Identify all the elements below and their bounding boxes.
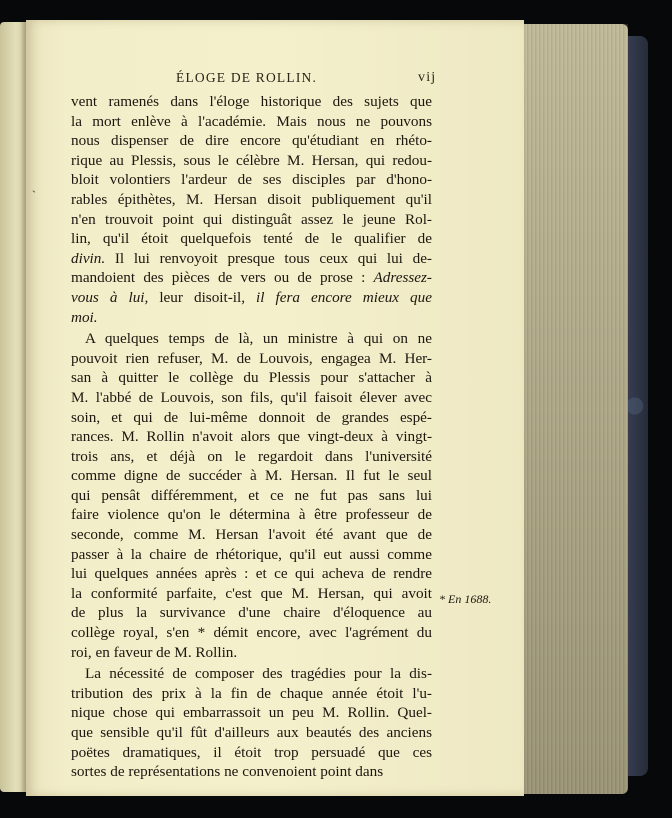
- text-segment: bloit volontiers l'ardeur de ses disciples par d'hono-: [71, 171, 432, 189]
- text-segment: faire violence qu'on le détermina à être professeur de: [71, 506, 432, 524]
- text-segment: n'en trouvoit point qui distinguât assez le jeune Rol-: [71, 210, 432, 228]
- text-line: [71, 623, 432, 643]
- text-line: [71, 329, 432, 349]
- text-segment: collège royal, s'en * démit encore, avec l'agrément du: [71, 624, 432, 642]
- paragraph: [71, 329, 432, 662]
- body-text: [71, 92, 432, 782]
- text-line: [71, 151, 432, 171]
- text-segment: leur disoit-il,: [148, 288, 257, 306]
- text-line: [71, 703, 432, 723]
- text-line: [71, 210, 432, 230]
- text-segment: trois ans, et déjà on le regardoit dans l'université: [71, 447, 432, 465]
- text-segment: lui quelques années après : et ce qui acheva de rendre: [71, 565, 432, 583]
- text-line: [71, 288, 432, 308]
- text-line: [71, 112, 432, 132]
- text-segment: la mort enlève à l'académie. Mais nous ne pouvons: [71, 112, 432, 130]
- text-line: [71, 723, 432, 743]
- text-segment: M. l'abbé de Louvois, son fils, qu'il faisoit élever avec: [71, 388, 432, 406]
- italic-text: vous à lui,: [71, 288, 149, 306]
- text-segment: vent ramenés dans l'éloge historique des sujets que: [71, 93, 432, 110]
- text-segment: seconde, comme M. Hersan l'avoit été avant que de: [71, 526, 432, 544]
- stray-ink-mark: `: [32, 188, 36, 202]
- text-line: [71, 584, 432, 604]
- text-line: [71, 743, 432, 763]
- text-line: [71, 447, 432, 467]
- text-line: [71, 131, 432, 151]
- text-line: [71, 249, 432, 269]
- text-segment: passer à la chaire de rhétorique, qu'il eut aussi comme: [71, 545, 432, 563]
- text-segment: La nécessité de composer des tragédies pour la dis-: [85, 665, 432, 683]
- text-segment: la conformité parfaite, c'est que M. Hersan, qui avoit: [71, 584, 432, 602]
- text-line: [71, 427, 432, 447]
- text-line: [71, 229, 432, 249]
- margin-note: * En 1688.: [439, 592, 492, 606]
- page-block-fore-edge: [524, 24, 628, 794]
- text-segment: Il lui renvoyoit presque tous ceux qui lui de-: [105, 249, 432, 267]
- italic-text: divin.: [71, 249, 106, 267]
- text-line: [71, 525, 432, 545]
- text-line: [71, 545, 432, 565]
- italic-text: moi.: [71, 308, 98, 326]
- text-segment: rances. M. Rollin n'avoit alors que vingt-deux à vingt-: [71, 428, 432, 446]
- previous-page-edge: [0, 22, 27, 792]
- text-line: [71, 170, 432, 190]
- text-line: [71, 486, 432, 506]
- italic-text: Adressez-: [373, 269, 432, 287]
- book-page: [26, 20, 524, 796]
- text-segment: A quelques temps de là, un ministre à qui on ne: [85, 330, 432, 348]
- text-segment: pouvoit rien refuser, M. de Louvois, engagea M. Her-: [71, 349, 432, 367]
- text-line: [71, 762, 432, 782]
- text-line: [71, 408, 432, 428]
- running-title: ÉLOGE DE ROLLIN.: [176, 70, 318, 85]
- text-line: [71, 564, 432, 584]
- text-segment: qui pensât différemment, et ce ne fut pas sans lui: [71, 486, 432, 504]
- italic-text: il fera encore mieux que: [256, 288, 432, 306]
- paragraph: [71, 664, 432, 782]
- text-segment: rables épithètes, M. Hersan disoit publiquement qu'il: [71, 190, 432, 208]
- page-number: vij: [418, 70, 437, 85]
- text-segment: roi, en faveur de M. Rollin.: [71, 643, 238, 661]
- text-segment: tribution des prix à la fin de chaque année étoit l'u-: [71, 684, 432, 702]
- text-segment: nous dispenser de dire encore qu'étudiant en rhéto-: [71, 132, 432, 150]
- text-segment: san à quitter le collège du Plessis pour s'attacher à: [71, 369, 432, 387]
- text-segment: nique chose qui embarrassoit un peu M. Rollin. Quel-: [71, 704, 432, 722]
- text-line: [71, 368, 432, 388]
- text-line: [71, 643, 432, 663]
- text-line: [71, 308, 432, 328]
- text-segment: comme digne de succéder à M. Hersan. Il fut le seul: [71, 467, 432, 485]
- text-segment: sortes de représentations ne convenoient point dans: [71, 763, 384, 781]
- text-line: [71, 603, 432, 623]
- text-line: [71, 190, 432, 210]
- paragraph: [71, 92, 432, 327]
- text-line: [71, 388, 432, 408]
- text-line: [71, 92, 432, 112]
- text-segment: de plus la survivance d'une chaire d'éloquence au: [71, 604, 432, 622]
- text-segment: que sensible qu'il fût d'ailleurs aux beautés des anciens: [71, 724, 432, 741]
- text-line: [71, 466, 432, 486]
- text-line: [71, 268, 432, 288]
- text-segment: poëtes dramatiques, il étoit trop persuadé que ces: [71, 743, 432, 761]
- text-segment: lin, qu'il étoit quelquefois tenté de le qualifier de: [71, 230, 432, 248]
- text-line: [71, 349, 432, 369]
- text-segment: rique au Plessis, sous le célèbre M. Hersan, qui redou-: [71, 151, 432, 169]
- text-line: [71, 684, 432, 704]
- text-segment: mandoient des pièces de vers ou de prose :: [71, 269, 374, 287]
- text-line: [71, 664, 432, 684]
- text-segment: soin, et qui de lui-même donnoit de grandes espé-: [71, 408, 432, 426]
- text-line: [71, 505, 432, 525]
